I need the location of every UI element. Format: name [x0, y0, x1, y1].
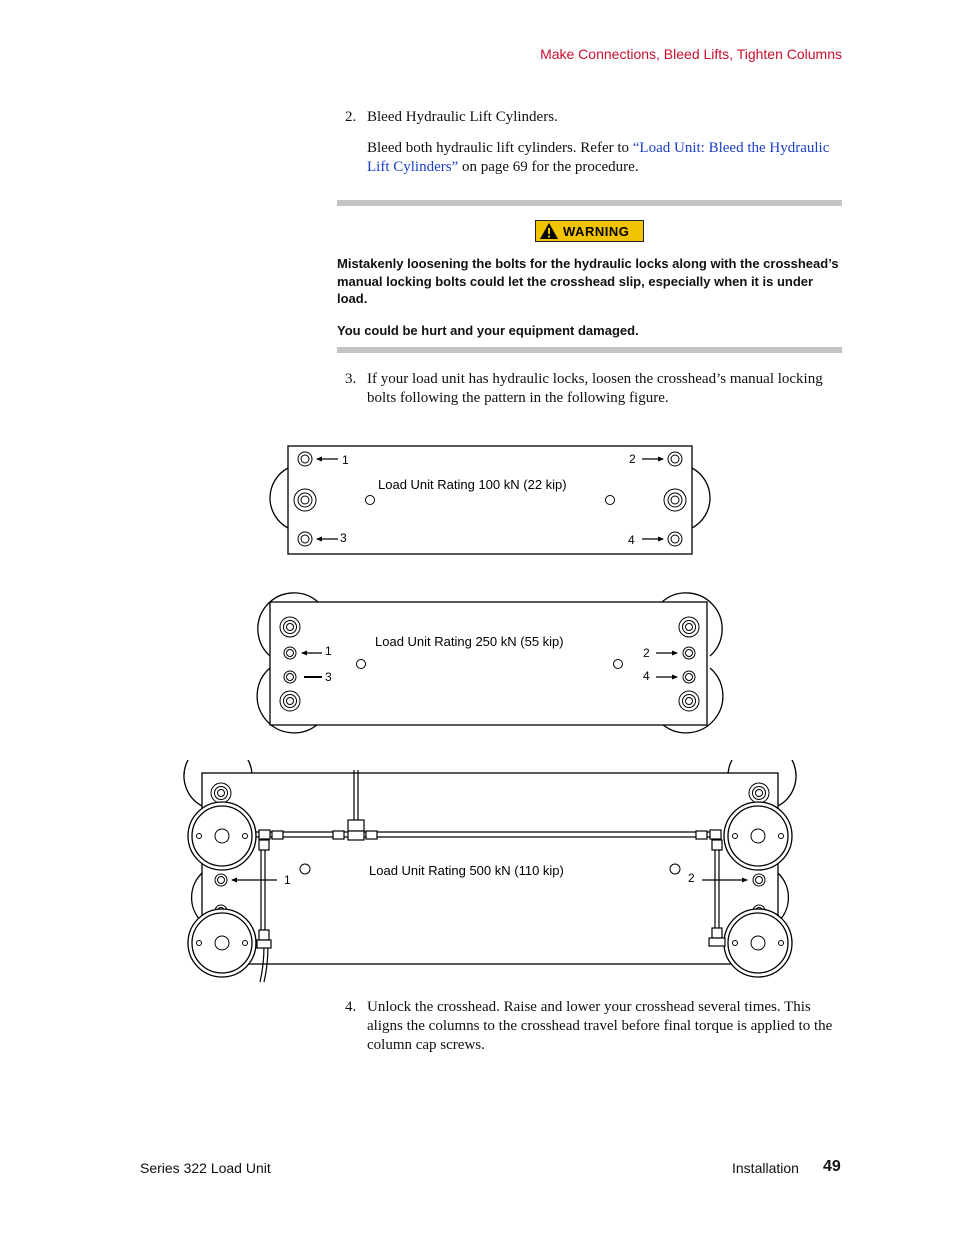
figure-250kn-bolt-pattern	[250, 590, 730, 740]
bolt-label-4: 4	[643, 669, 650, 683]
running-header: Make Connections, Bleed Lifts, Tighten Columns	[540, 46, 842, 62]
cross-reference-link[interactable]: “Load Unit: Bleed the Hydraulic Lift Cylinders”	[367, 140, 830, 175]
footer-product: Series 322 Load Unit	[140, 1160, 271, 1176]
bolt-label-1: 1	[284, 873, 291, 887]
page-number: 49	[823, 1158, 841, 1175]
figure-caption: Load Unit Rating 250 kN (55 kip)	[375, 634, 564, 649]
step-number: 2.	[345, 109, 357, 125]
warning-triangle-icon	[539, 222, 559, 240]
bolt-label-3: 3	[325, 670, 332, 684]
figure-caption: Load Unit Rating 500 kN (110 kip)	[369, 863, 564, 878]
figure-500kn-bolt-pattern	[180, 760, 800, 990]
warning-message: Mistakenly loosening the bolts for the hydraulic locks along with the crosshead’s manual locking bolts could let the crosshead slip, especially when it is under load.	[337, 256, 839, 306]
warning-badge	[535, 220, 644, 242]
bolt-label-1: 1	[325, 644, 332, 658]
step-title: Bleed Hydraulic Lift Cylinders.	[367, 109, 558, 125]
bolt-label-2: 2	[643, 646, 650, 660]
step-text: If your load unit has hydraulic locks, loosen the crosshead’s manual locking bolts following the pattern in the following figure.	[367, 371, 823, 406]
figure-100kn-bolt-pattern	[265, 440, 715, 562]
footer-section: Installation	[732, 1160, 799, 1176]
step-number: 4.	[345, 999, 357, 1015]
step-text: Unlock the crosshead. Raise and lower your crosshead several times. This aligns the columns to the crosshead travel before final torque is applied to the column cap screws.	[367, 999, 833, 1053]
warning-label: WARNING	[563, 223, 630, 239]
bolt-label-1: 1	[342, 453, 349, 467]
warning-bottom-rule	[337, 347, 842, 353]
bolt-label-2: 2	[629, 452, 636, 466]
warning-top-rule	[337, 200, 842, 206]
step-text: on page 69 for the procedure.	[458, 159, 639, 175]
bolt-label-3: 3	[340, 531, 347, 545]
figure-caption: Load Unit Rating 100 kN (22 kip)	[378, 477, 567, 492]
step-text: Bleed both hydraulic lift cylinders. Refer to	[367, 140, 633, 156]
warning-consequence: You could be hurt and your equipment damaged.	[337, 323, 639, 338]
bolt-label-2: 2	[688, 871, 695, 885]
step-number: 3.	[345, 371, 357, 387]
step-paragraph	[367, 139, 842, 177]
bolt-label-4: 4	[628, 533, 635, 547]
